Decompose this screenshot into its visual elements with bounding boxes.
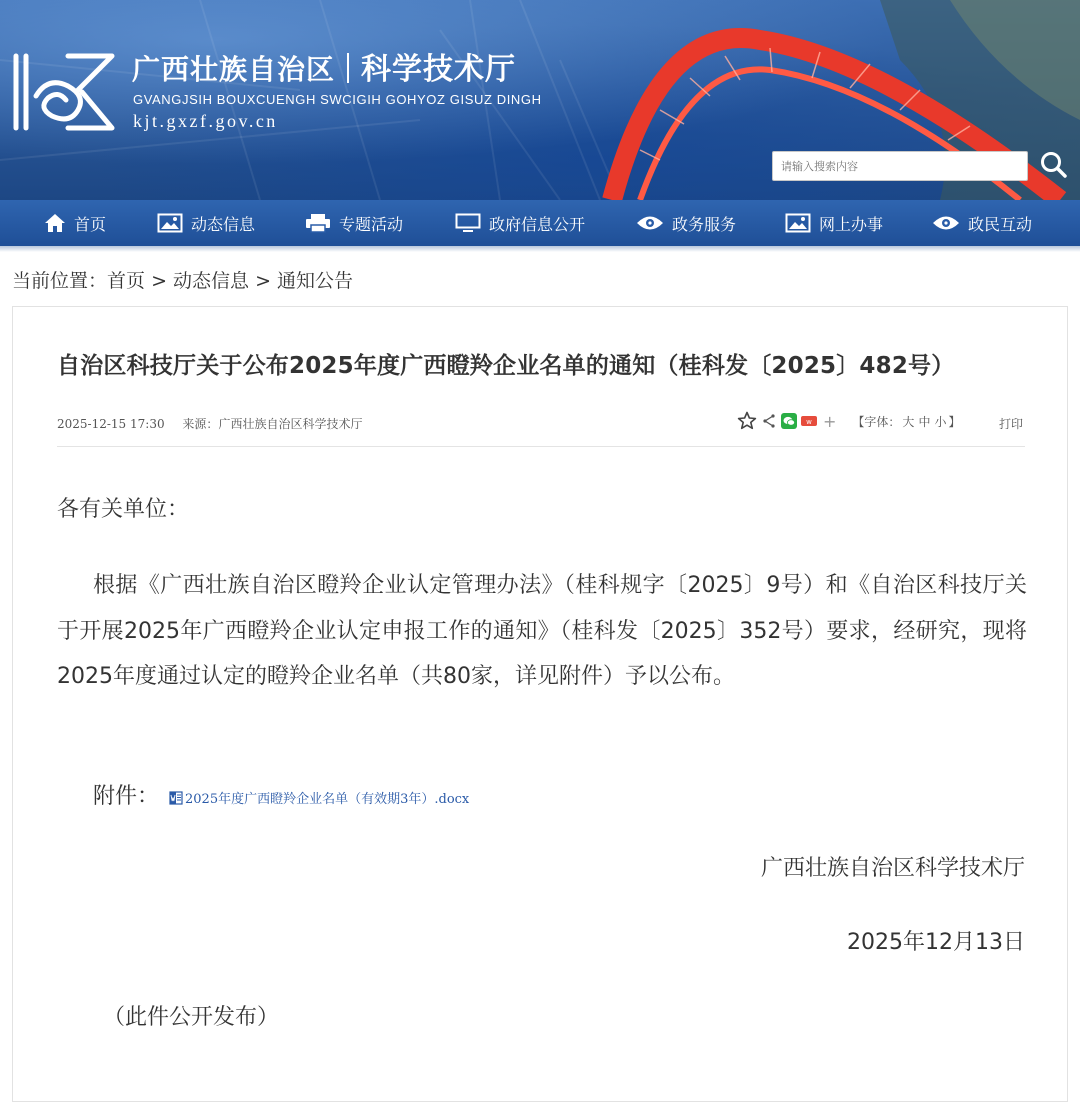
plus-icon[interactable]: + [823, 411, 837, 431]
nav-label: 动态信息 [191, 214, 256, 234]
main-nav [0, 200, 1080, 246]
share-icon[interactable] [761, 413, 777, 429]
breadcrumb-notices[interactable]: 通知公告 [277, 270, 354, 292]
nav-label: 专题活动 [339, 214, 404, 234]
site-name-zhuang: GVANGJSIH BOUXCUENGH SWCIGIH GOHYOZ GISUZ DINGH [133, 92, 542, 107]
breadcrumb-separator: > [145, 270, 174, 292]
meta-divider [57, 446, 1025, 447]
font-size-large[interactable]: 大 [902, 414, 915, 429]
word-doc-icon [169, 791, 183, 805]
site-name [132, 44, 517, 87]
font-size-small[interactable]: 小 [934, 414, 947, 429]
wechat-icon[interactable] [781, 413, 797, 429]
article-card [12, 306, 1068, 1102]
nav-label: 政府信息公开 [489, 214, 586, 234]
nav-label: 政务服务 [672, 214, 737, 234]
breadcrumb-news[interactable]: 动态信息 [173, 270, 250, 292]
attachment-link[interactable] [169, 788, 469, 807]
site-name-dept: 科学技术厅 [361, 52, 517, 87]
nav-item-online[interactable] [785, 200, 883, 246]
nav-label: 首页 [74, 214, 107, 234]
weibo-icon[interactable] [801, 414, 817, 428]
picture-icon [785, 213, 811, 233]
nav-item-interaction[interactable] [932, 200, 1032, 246]
logo-icon [8, 46, 120, 136]
salutation: 各有关单位： [57, 497, 190, 522]
star-icon[interactable] [737, 411, 757, 431]
signer: 广西壮族自治区科学技术厅 [760, 856, 1025, 881]
breadcrumb [12, 266, 353, 293]
nav-item-news[interactable] [157, 200, 255, 246]
nav-item-topics[interactable] [305, 200, 403, 246]
breadcrumb-prefix: 当前位置： [12, 270, 108, 292]
source-name: 广西壮族自治区科学技术厅 [218, 417, 363, 431]
breadcrumb-home[interactable]: 首页 [107, 270, 146, 292]
home-icon [44, 213, 66, 233]
eye-icon [932, 214, 960, 232]
publish-datetime: 2025-12-15 17:30 [57, 417, 165, 431]
search-input[interactable] [772, 151, 1028, 181]
attachment-label: 附件： [93, 784, 160, 809]
nav-item-services[interactable] [636, 200, 736, 246]
eye-icon [636, 214, 664, 232]
font-size-medium[interactable]: 中 [918, 414, 931, 429]
header-banner [0, 0, 1080, 200]
site-domain: kjt.gxzf.gov.cn [133, 111, 278, 131]
search-button[interactable] [1032, 146, 1076, 186]
font-size-label: 【字体： [852, 414, 901, 429]
attachment-row [93, 779, 469, 810]
printer-icon [305, 213, 331, 233]
nav-label: 网上办事 [819, 214, 884, 234]
print-button[interactable]: 打印 [999, 417, 1024, 431]
public-note: （此件公开发布） [103, 1005, 280, 1030]
font-size-control [852, 413, 960, 430]
svg-text:w: w [806, 418, 812, 426]
sign-date: 2025年12月13日 [847, 930, 1025, 955]
nav-item-home[interactable] [44, 200, 106, 246]
source-label: 来源： [182, 417, 219, 431]
article-title: 自治区科技厅关于公布2025年度广西瞪羚企业名单的通知（桂科发〔2025〕482号） [57, 353, 955, 379]
article-tools [737, 411, 960, 431]
title-divider [347, 53, 349, 83]
nav-label: 政民互动 [968, 214, 1033, 234]
picture-icon [157, 213, 183, 233]
site-name-region: 广西壮族自治区 [132, 53, 336, 86]
article-paragraph: 根据《广西壮族自治区瞪羚企业认定管理办法》（桂科规字〔2025〕9号）和《自治区科技厅关于开展2025年广西瞪羚企业认定申报工作的通知》（桂科发〔2025〕352号）要求，经研究，现将2025年度通过认定的瞪羚企业名单（共80家，详见附件）予以公布。 [57, 573, 1027, 689]
search-icon [1039, 150, 1069, 180]
font-size-close: 】 [948, 414, 961, 429]
attachment-filename: 2025年度广西瞪羚企业名单（有效期3年）.docx [185, 792, 470, 807]
article-meta [57, 415, 362, 432]
monitor-icon [455, 213, 481, 233]
nav-item-gov-info[interactable] [455, 200, 585, 246]
nav-shadow [0, 246, 1080, 252]
breadcrumb-separator: > [249, 270, 278, 292]
